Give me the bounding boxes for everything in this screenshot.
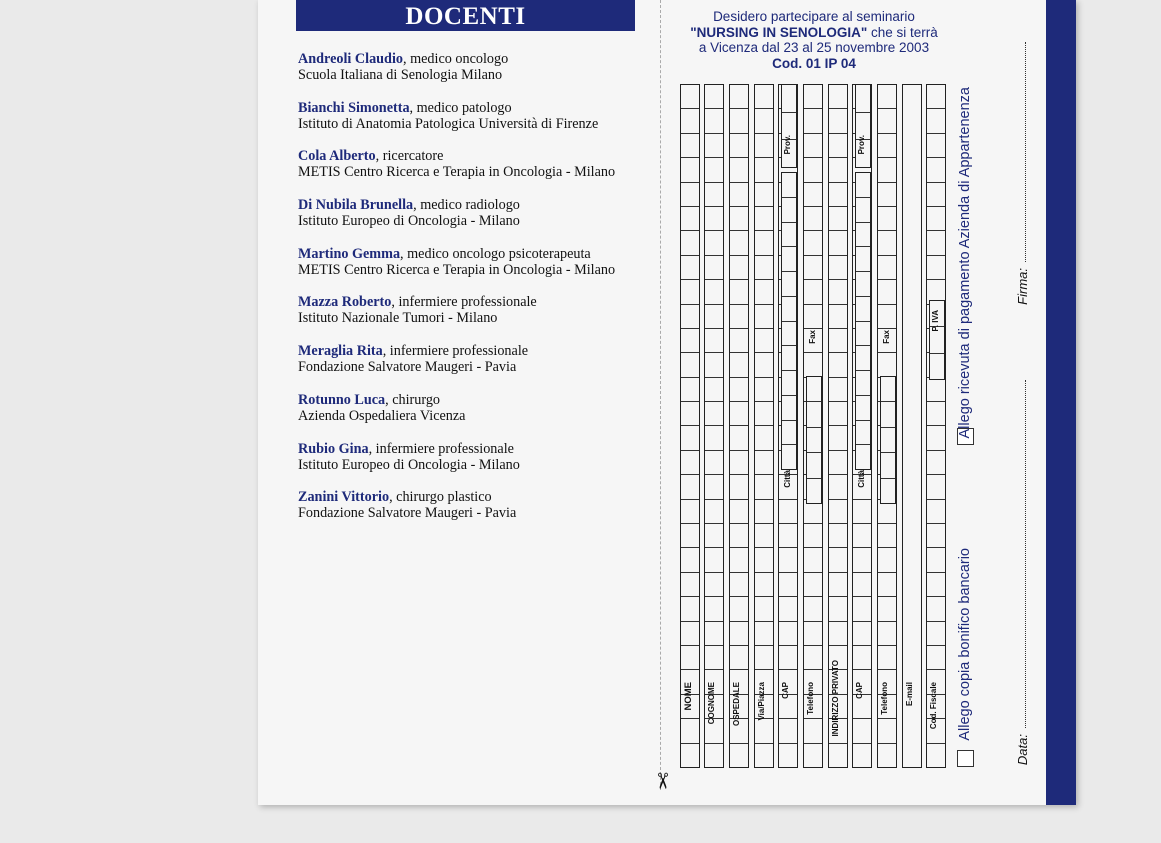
field-telefono1-label: Telefono [806,682,815,715]
docente-entry [298,294,643,343]
data-label: Data: [1015,734,1030,766]
field-piva-label: P. IVA [931,310,940,332]
docente-role: , ricercatore [375,148,444,165]
field-citta1-label: Città [783,470,792,488]
docente-entry [298,246,643,295]
field-via-boxes[interactable] [754,84,774,768]
brochure-edge-band [1046,0,1076,805]
field-fax1-boxes[interactable] [806,376,822,504]
docente-name: Cola Alberto [298,148,376,165]
docente-affiliation: METIS Centro Ricerca e Terapia in Oncologia - Milano [298,261,616,278]
field-via-label: Via/Piazza [757,682,766,721]
field-nome-label: NOME [683,682,694,711]
docente-affiliation: Scuola Italiana di Senologia Milano [298,67,503,83]
field-ospedale-label: OSPEDALE [732,682,741,727]
data-line[interactable] [1025,380,1026,728]
field-citta2-boxes[interactable] [855,172,871,470]
docente-role: , infermiere professionale [382,343,529,360]
docenti-title: DOCENTI [296,0,635,31]
field-fax1-label: Fax [808,330,817,344]
docente-role: , chirurgo [385,391,441,408]
bonifico-label: Allego copia bonifico bancario [957,548,973,741]
docente-name: Martino Gemma [298,245,401,262]
field-prov1-label: Prov. [783,135,792,155]
form-dates: a Vicenza dal 23 al 25 novembre 2003 [698,40,930,55]
field-citta2-label: Città [857,470,866,488]
docente-entry [298,148,643,197]
docente-name: Zanini Vittorio [298,489,390,506]
docente-name: Bianchi Simonetta [298,99,410,116]
docente-affiliation: Istituto Nazionale Tumori - Milano [298,310,498,327]
docente-entry [298,100,643,149]
docente-entry [298,51,643,100]
field-nome-boxes[interactable] [680,84,700,768]
seminar-title: "NURSING IN SENOLOGIA" [690,24,868,40]
docente-affiliation: Istituto di Anatomia Patologica Università di Firenze [298,115,599,132]
docente-role: , medico oncologo [403,51,509,67]
docente-role: , infermiere professionale [368,440,514,457]
docente-role: , medico oncologo psicoterapeuta [400,245,591,262]
course-code: Cod. 01 IP 04 [772,55,856,71]
scissors-icon: ✂ [650,771,676,791]
field-cognome-boxes[interactable] [704,84,724,768]
docente-affiliation: METIS Centro Ricerca e Terapia in Oncologia - Milano [298,164,616,181]
docente-affiliation: Fondazione Salvatore Maugeri - Pavia [298,505,517,522]
docente-entry [298,197,643,246]
docente-affiliation: Azienda Ospedaliera Vicenza [298,407,466,424]
docente-role: , infermiere professionale [391,294,537,311]
field-indirizzo-label: INDIRIZZO PRIVATO [831,660,840,737]
field-email-label: E-mail [905,682,914,707]
firma-line[interactable] [1025,42,1026,262]
form-intro: Desidero partecipare al seminario [713,9,915,24]
docente-affiliation: Istituto Europeo di Oncologia - Milano [298,213,520,230]
docente-affiliation: Istituto Europeo di Oncologia - Milano [298,456,520,473]
field-prov1-boxes[interactable] [781,84,797,168]
field-cognome-label: COGNOME [707,682,716,725]
field-prov2-label: Prov. [857,135,866,155]
field-email-boxes[interactable] [902,84,922,768]
field-codfiscale-boxes[interactable] [926,84,946,768]
docente-entry [298,441,643,490]
fold-line [660,0,661,790]
firma-label: Firma: [1015,268,1030,305]
field-telefono2-label: Telefono [880,682,889,715]
docente-role: , chirurgo plastico [389,489,492,506]
docente-entry [298,489,643,538]
field-ospedale-boxes[interactable] [729,84,749,768]
field-cap1-label: CAP [781,682,790,699]
docente-role: , medico patologo [409,99,512,116]
docente-name: Rubio Gina [298,440,369,457]
docente-entry [298,392,643,441]
docente-name: Meraglia Rita [298,343,383,360]
seminar-where: che si terrà [867,24,938,40]
form-seminar [664,25,964,41]
bonifico-checkbox[interactable] [957,750,974,767]
docenti-list [298,51,643,538]
field-prov2-boxes[interactable] [855,84,871,168]
field-fax2-boxes[interactable] [880,376,896,504]
docente-role: , medico radiologo [413,197,520,214]
docente-affiliation: Fondazione Salvatore Maugeri - Pavia [298,359,517,376]
form-heading [664,9,964,71]
docente-name: Andreoli Claudio [298,51,403,67]
docente-name: Mazza Roberto [298,294,392,311]
field-fax2-label: Fax [882,330,891,344]
field-cap2-label: CAP [855,682,864,699]
docente-name: Rotunno Luca [298,391,386,408]
docente-name: Di Nubila Brunella [298,197,414,214]
ricevuta-label: Allego ricevuta di pagamento Azienda di Appartenenza [957,87,973,439]
field-codfiscale-label: Cod. Fiscale [929,682,938,730]
field-citta1-boxes[interactable] [781,172,797,470]
docente-entry [298,343,643,392]
